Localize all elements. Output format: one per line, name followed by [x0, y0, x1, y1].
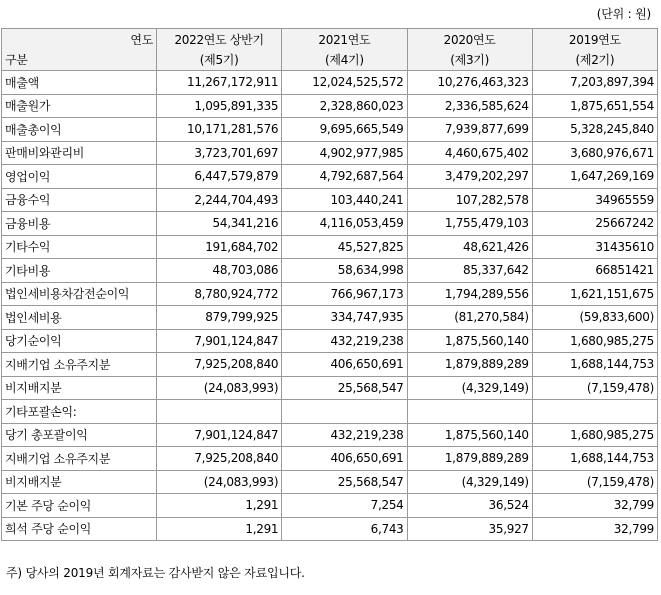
- income-statement-table: [1, 28, 658, 541]
- row-value: 3,479,202,297: [407, 165, 532, 189]
- table-row: [2, 141, 658, 165]
- row-value: (4,329,149): [407, 376, 532, 400]
- row-label: 매출원가: [2, 94, 157, 118]
- unit-label: (단위 : 원): [596, 7, 651, 21]
- row-value: 7,925,208,840: [157, 447, 282, 471]
- row-value: 32,799: [532, 494, 657, 518]
- row-value: (7,159,478): [532, 376, 657, 400]
- table-row: [2, 259, 658, 283]
- row-value: [282, 400, 407, 424]
- row-value: [407, 400, 532, 424]
- row-value: 12,024,525,572: [282, 71, 407, 95]
- row-value: 54,341,216: [157, 212, 282, 236]
- table-row: [2, 212, 658, 236]
- row-value: 7,925,208,840: [157, 353, 282, 377]
- row-value: 1,680,985,275: [532, 329, 657, 353]
- table-row: [2, 494, 658, 518]
- row-value: 4,116,053,459: [282, 212, 407, 236]
- row-value: [532, 400, 657, 424]
- row-value: 1,291: [157, 517, 282, 541]
- row-value: 2,336,585,624: [407, 94, 532, 118]
- table-row: [2, 118, 658, 142]
- row-label: 기본 주당 순이익: [2, 494, 157, 518]
- row-value: (24,083,993): [157, 376, 282, 400]
- row-value: 4,902,977,985: [282, 141, 407, 165]
- row-label: 법인세비용: [2, 306, 157, 330]
- row-value: 66851421: [532, 259, 657, 283]
- column-period: (제3기): [407, 50, 532, 71]
- row-value: 3,680,976,671: [532, 141, 657, 165]
- table-row: [2, 94, 658, 118]
- row-value: 2,328,860,023: [282, 94, 407, 118]
- row-value: 45,527,825: [282, 235, 407, 259]
- row-value: 1,879,889,289: [407, 447, 532, 471]
- table-row: [2, 165, 658, 189]
- row-value: 4,460,675,402: [407, 141, 532, 165]
- table-row: [2, 353, 658, 377]
- row-label: 판매비와관리비: [2, 141, 157, 165]
- row-value: (81,270,584): [407, 306, 532, 330]
- row-value: 34965559: [532, 188, 657, 212]
- header-row-year: [2, 29, 658, 50]
- row-value: 7,939,877,699: [407, 118, 532, 142]
- column-year: 2021연도: [282, 29, 407, 50]
- table-row: [2, 235, 658, 259]
- column-year: 2020연도: [407, 29, 532, 50]
- row-label: 비지배지분: [2, 376, 157, 400]
- table-row: [2, 71, 658, 95]
- row-value: 1,875,651,554: [532, 94, 657, 118]
- row-value: 1,794,289,556: [407, 282, 532, 306]
- row-value: 25,568,547: [282, 470, 407, 494]
- table-row: [2, 329, 658, 353]
- row-label: 기타포괄손익:: [2, 400, 157, 424]
- row-value: 6,447,579,879: [157, 165, 282, 189]
- row-value: 9,695,665,549: [282, 118, 407, 142]
- row-value: 334,747,935: [282, 306, 407, 330]
- row-label: 지배기업 소유주지분: [2, 447, 157, 471]
- row-value: 58,634,998: [282, 259, 407, 283]
- table-row: [2, 306, 658, 330]
- table-row: [2, 423, 658, 447]
- row-label: 희석 주당 순이익: [2, 517, 157, 541]
- table-row: [2, 400, 658, 424]
- row-value: 432,219,238: [282, 423, 407, 447]
- column-period: (제4기): [282, 50, 407, 71]
- row-value: 879,799,925: [157, 306, 282, 330]
- row-value: 4,792,687,564: [282, 165, 407, 189]
- row-value: 191,684,702: [157, 235, 282, 259]
- row-value: 2,244,704,493: [157, 188, 282, 212]
- row-label: 매출액: [2, 71, 157, 95]
- row-value: 107,282,578: [407, 188, 532, 212]
- column-year: 2022연도 상반기: [157, 29, 282, 50]
- table-row: [2, 282, 658, 306]
- row-value: 10,276,463,323: [407, 71, 532, 95]
- table-row: [2, 470, 658, 494]
- year-header-label: 연도: [2, 29, 157, 50]
- row-value: 1,755,479,103: [407, 212, 532, 236]
- row-label: 영업이익: [2, 165, 157, 189]
- row-label: 기타비용: [2, 259, 157, 283]
- row-value: 1,875,560,140: [407, 423, 532, 447]
- row-value: 10,171,281,576: [157, 118, 282, 142]
- row-value: 35,927: [407, 517, 532, 541]
- row-value: (59,833,600): [532, 306, 657, 330]
- header-row-period: [2, 50, 658, 71]
- row-value: (24,083,993): [157, 470, 282, 494]
- row-value: 3,723,701,697: [157, 141, 282, 165]
- row-label: 당기 총포괄이익: [2, 423, 157, 447]
- row-value: 7,901,124,847: [157, 329, 282, 353]
- row-value: 7,901,124,847: [157, 423, 282, 447]
- row-value: 406,650,691: [282, 447, 407, 471]
- row-value: 1,688,144,753: [532, 353, 657, 377]
- row-label: 비지배지분: [2, 470, 157, 494]
- row-value: 31435610: [532, 235, 657, 259]
- row-label: 법인세비용차감전순이익: [2, 282, 157, 306]
- row-label: 당기순이익: [2, 329, 157, 353]
- row-label: 매출총이익: [2, 118, 157, 142]
- row-value: 1,621,151,675: [532, 282, 657, 306]
- row-value: 25667242: [532, 212, 657, 236]
- table-header: [2, 29, 658, 71]
- table-row: [2, 376, 658, 400]
- row-value: 48,703,086: [157, 259, 282, 283]
- row-value: 1,291: [157, 494, 282, 518]
- row-value: 8,780,924,772: [157, 282, 282, 306]
- table-row: [2, 517, 658, 541]
- row-value: 1,875,560,140: [407, 329, 532, 353]
- table-body: [2, 71, 658, 541]
- row-value: 766,967,173: [282, 282, 407, 306]
- row-label: 금융비용: [2, 212, 157, 236]
- row-value: 1,688,144,753: [532, 447, 657, 471]
- row-value: 1,095,891,335: [157, 94, 282, 118]
- row-value: 85,337,642: [407, 259, 532, 283]
- row-value: 103,440,241: [282, 188, 407, 212]
- column-period: (제5기): [157, 50, 282, 71]
- footnote: 주) 당사의 2019년 회계자료는 감사받지 않은 자료입니다.: [6, 566, 305, 580]
- row-value: 7,254: [282, 494, 407, 518]
- row-value: 48,621,426: [407, 235, 532, 259]
- row-value: 406,650,691: [282, 353, 407, 377]
- row-value: [157, 400, 282, 424]
- table-row: [2, 447, 658, 471]
- row-value: 1,680,985,275: [532, 423, 657, 447]
- row-value: 11,267,172,911: [157, 71, 282, 95]
- table-row: [2, 188, 658, 212]
- row-value: 1,647,269,169: [532, 165, 657, 189]
- row-label: 금융수익: [2, 188, 157, 212]
- row-value: 25,568,547: [282, 376, 407, 400]
- row-value: (7,159,478): [532, 470, 657, 494]
- row-value: 432,219,238: [282, 329, 407, 353]
- row-value: 7,203,897,394: [532, 71, 657, 95]
- row-label: 지배기업 소유주지분: [2, 353, 157, 377]
- category-header-label: 구분: [2, 50, 157, 71]
- row-value: 1,879,889,289: [407, 353, 532, 377]
- column-year: 2019연도: [532, 29, 657, 50]
- row-value: 36,524: [407, 494, 532, 518]
- row-label: 기타수익: [2, 235, 157, 259]
- row-value: (4,329,149): [407, 470, 532, 494]
- row-value: 5,328,245,840: [532, 118, 657, 142]
- column-period: (제2기): [532, 50, 657, 71]
- row-value: 6,743: [282, 517, 407, 541]
- row-value: 32,799: [532, 517, 657, 541]
